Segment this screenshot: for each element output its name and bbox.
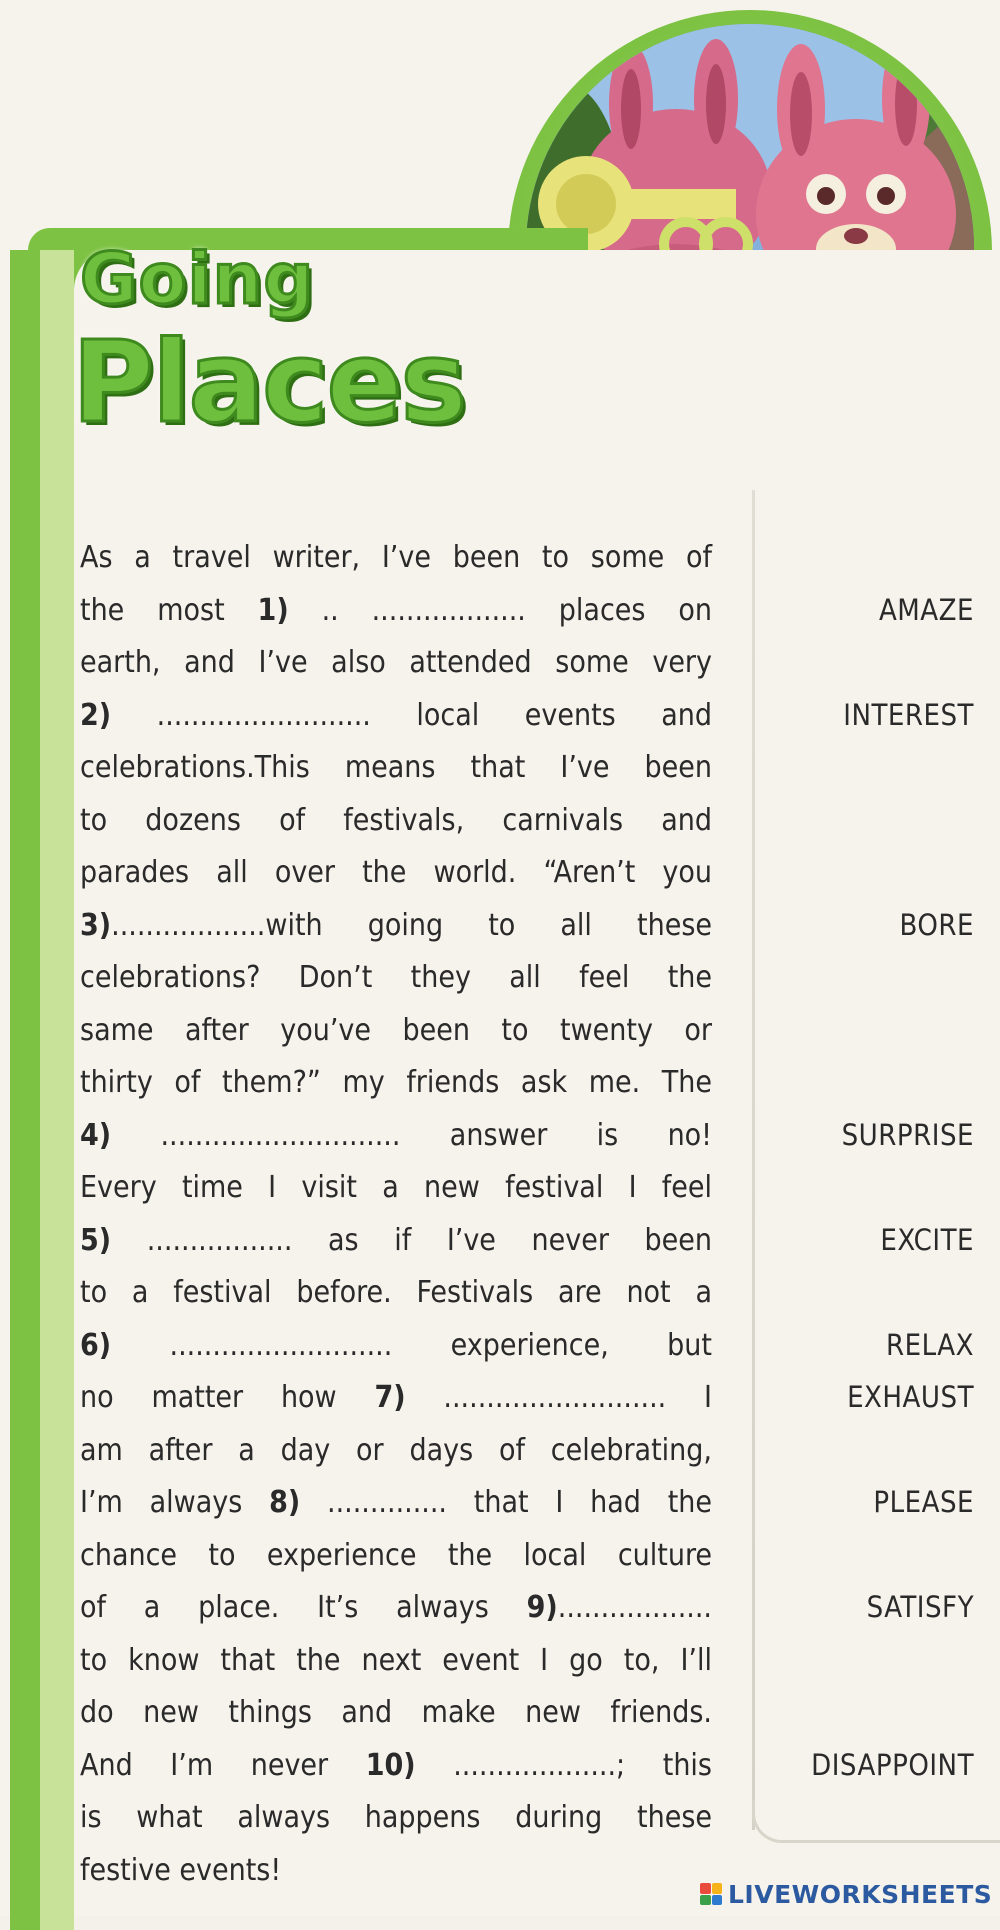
word-prompt: RELAX bbox=[885, 1327, 974, 1362]
paragraph-text: ............................ answer is no! bbox=[111, 1117, 712, 1153]
paragraph-text: parades all over the world. “Aren’t you bbox=[80, 855, 712, 890]
paragraph-text: earth, and I’ve also attended some very bbox=[80, 645, 712, 680]
gap-number: 7) bbox=[374, 1380, 406, 1415]
paragraph-line bbox=[80, 1477, 712, 1530]
word-prompt: PLEASE bbox=[873, 1485, 974, 1519]
paragraph-text: .......................... I bbox=[405, 1380, 712, 1415]
gap-number: 9) bbox=[526, 1590, 558, 1625]
paragraph-line bbox=[80, 1582, 712, 1635]
paragraph-text: to a festival before. Festivals are not a bbox=[80, 1275, 712, 1310]
paragraph-text: same after you’ve been to twenty or bbox=[80, 1012, 712, 1048]
paragraph-line bbox=[80, 1792, 712, 1845]
paragraph-text: I’m always bbox=[80, 1485, 270, 1520]
paragraph-line bbox=[80, 795, 712, 848]
paragraph-text: .......................... experience, but bbox=[111, 1327, 712, 1363]
word-prompt: SURPRISE bbox=[841, 1117, 974, 1152]
word-prompt: EXCITE bbox=[880, 1222, 974, 1257]
word-prompt: DISAPPOINT bbox=[811, 1747, 974, 1782]
word-prompt: INTEREST bbox=[843, 697, 974, 732]
paragraph-line bbox=[80, 1687, 712, 1740]
paragraph-line bbox=[80, 1530, 712, 1583]
paragraph-line bbox=[80, 1425, 712, 1478]
gap-number: 5) bbox=[80, 1222, 112, 1258]
word-prompt: BORE bbox=[899, 907, 974, 942]
paragraph-text: .................. bbox=[557, 1590, 712, 1625]
paragraph-text: no matter how bbox=[80, 1380, 375, 1415]
paragraph-text: ................. as if I’ve never been bbox=[111, 1222, 712, 1258]
paragraph-line bbox=[80, 1005, 712, 1058]
paragraph-text: celebrations.This means that I’ve been bbox=[80, 750, 712, 785]
paragraph-text: is what always happens during these bbox=[80, 1800, 712, 1835]
paragraph-text: chance to experience the local culture bbox=[80, 1537, 712, 1573]
word-prompt: SATISFY bbox=[866, 1590, 974, 1624]
paragraph-line bbox=[80, 532, 712, 585]
paragraph-line bbox=[80, 952, 712, 1005]
paragraph-line bbox=[80, 742, 712, 795]
cloze-paragraph bbox=[80, 532, 712, 1897]
paragraph-text: ..................with going to all these bbox=[111, 907, 712, 943]
paragraph-line bbox=[80, 847, 712, 900]
word-column-divider bbox=[752, 490, 755, 1830]
paragraph-line bbox=[80, 1372, 712, 1425]
gap-number: 10) bbox=[365, 1747, 416, 1783]
word-prompt: AMAZE bbox=[878, 592, 974, 627]
paragraph-text: am after a day or days of celebrating, bbox=[80, 1432, 712, 1468]
gap-number: 6) bbox=[80, 1327, 112, 1363]
paragraph-text: of a place. It’s always bbox=[80, 1590, 527, 1625]
paragraph-line bbox=[80, 900, 712, 953]
paragraph-text: As a travel writer, I’ve been to some of bbox=[80, 540, 712, 575]
paragraph-text: celebrations? Don’t they all feel the bbox=[80, 960, 712, 995]
paragraph-line bbox=[80, 1110, 712, 1163]
paragraph-line bbox=[80, 637, 712, 690]
word-column-bottom bbox=[752, 1800, 1000, 1843]
paragraph-text: thirty of them?” my friends ask me. The bbox=[80, 1065, 712, 1100]
paragraph-line bbox=[80, 1057, 712, 1110]
gap-number: 1) bbox=[257, 592, 289, 628]
gap-number: 3) bbox=[80, 907, 112, 943]
paragraph-text: .............. that I had the bbox=[300, 1485, 713, 1520]
paragraph-line bbox=[80, 690, 712, 743]
title-going: Going bbox=[80, 238, 315, 320]
paragraph-text: Every time I visit a new festival I feel bbox=[80, 1170, 712, 1205]
brand-name: LIVEWORKSHEETS bbox=[728, 1879, 993, 1909]
paragraph-text: to dozens of festivals, carnivals and bbox=[80, 802, 712, 838]
gap-number: 2) bbox=[80, 697, 112, 733]
title-places: Places bbox=[72, 318, 466, 448]
liveworksheets-logo-icon bbox=[700, 1883, 722, 1905]
paragraph-text: ...................; this bbox=[415, 1747, 712, 1783]
paragraph-text: festive events! bbox=[80, 1852, 282, 1888]
paragraph-text: do new things and make new friends. bbox=[80, 1695, 712, 1730]
footer-brand bbox=[700, 1876, 992, 1912]
paragraph-line bbox=[80, 1635, 712, 1688]
paragraph-text: And I’m never bbox=[80, 1747, 366, 1783]
paragraph-line bbox=[80, 1320, 712, 1373]
paragraph-text: to know that the next event I go to, I’ll bbox=[80, 1642, 712, 1678]
paragraph-line bbox=[80, 1215, 712, 1268]
gap-number: 8) bbox=[269, 1485, 301, 1520]
paragraph-line bbox=[80, 1267, 712, 1320]
paragraph-text: .. .................. places on bbox=[288, 592, 712, 628]
paragraph-text: the most bbox=[80, 592, 258, 628]
paragraph-text: ......................... local events and bbox=[111, 697, 712, 733]
paragraph-line bbox=[80, 1740, 712, 1793]
word-prompt: EXHAUST bbox=[847, 1380, 974, 1414]
paragraph-line bbox=[80, 1845, 712, 1898]
paragraph-line bbox=[80, 1162, 712, 1215]
paragraph-line bbox=[80, 585, 712, 638]
frame-left-inner-border bbox=[40, 250, 74, 1930]
gap-number: 4) bbox=[80, 1117, 112, 1153]
